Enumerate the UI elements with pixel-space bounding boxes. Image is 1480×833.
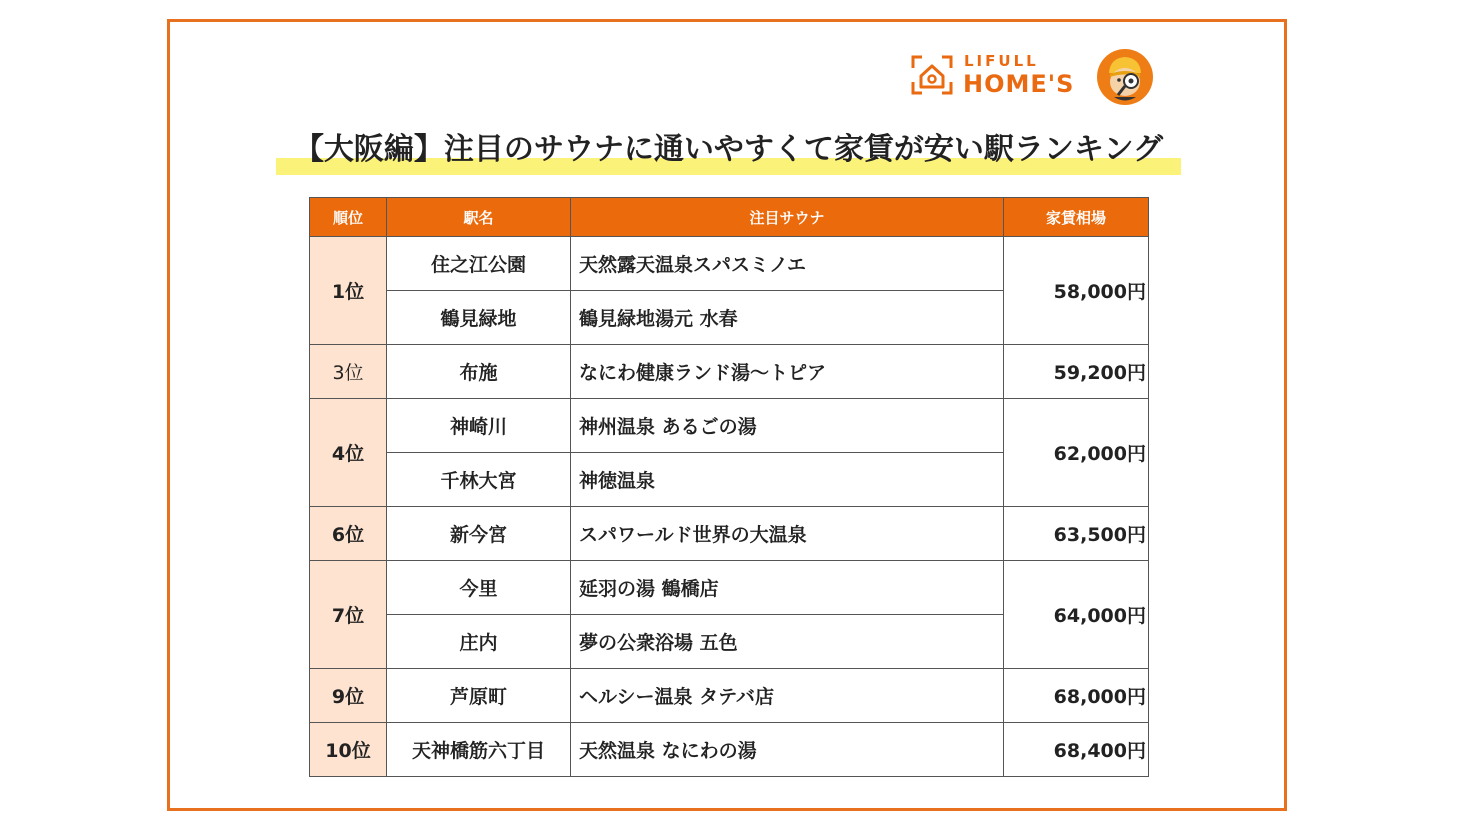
header-rent: 家賃相場: [1004, 198, 1149, 237]
station-cell: 千林大宮: [387, 453, 571, 507]
rank-cell: 3位: [310, 345, 387, 399]
title-block: [276, 128, 1181, 178]
rank-cell: 6位: [310, 507, 387, 561]
station-cell: 神崎川: [387, 399, 571, 453]
logo-text-lifull: LIFULL: [964, 52, 1039, 70]
rank-cell: 1位: [310, 237, 387, 345]
sauna-cell: スパワールド世界の大温泉: [571, 507, 1004, 561]
header-rank: 順位: [310, 198, 387, 237]
rent-cell: 68,000円: [1004, 669, 1149, 723]
rank-cell: 4位: [310, 399, 387, 507]
sauna-cell: 神徳温泉: [571, 453, 1004, 507]
header-sauna: 注目サウナ: [571, 198, 1004, 237]
table-row: [310, 669, 1149, 723]
station-cell: 庄内: [387, 615, 571, 669]
table-row: [310, 345, 1149, 399]
rank-cell: 10位: [310, 723, 387, 777]
table-row: [310, 399, 1149, 453]
mascot-icon: [1096, 48, 1154, 106]
sauna-cell: ヘルシー温泉 タテバ店: [571, 669, 1004, 723]
header-station: 駅名: [387, 198, 571, 237]
station-cell: 新今宮: [387, 507, 571, 561]
sauna-cell: 鶴見緑地湯元 水春: [571, 291, 1004, 345]
rent-cell: 58,000円: [1004, 237, 1149, 345]
table-row: [310, 723, 1149, 777]
table-row: [310, 237, 1149, 291]
rent-cell: 62,000円: [1004, 399, 1149, 507]
logo-text-homes: HOME'S: [963, 70, 1075, 98]
rent-cell: 68,400円: [1004, 723, 1149, 777]
rent-cell: 64,000円: [1004, 561, 1149, 669]
sauna-cell: 夢の公衆浴場 五色: [571, 615, 1004, 669]
sauna-cell: 天然温泉 なにわの湯: [571, 723, 1004, 777]
table-row: [310, 507, 1149, 561]
station-cell: 今里: [387, 561, 571, 615]
station-cell: 天神橋筋六丁目: [387, 723, 571, 777]
rank-cell: 7位: [310, 561, 387, 669]
station-cell: 芦原町: [387, 669, 571, 723]
station-cell: 布施: [387, 345, 571, 399]
page-title: 【大阪編】注目のサウナに通いやすくて家賃が安い駅ランキング: [293, 132, 1164, 167]
rank-cell: 9位: [310, 669, 387, 723]
station-cell: 鶴見緑地: [387, 291, 571, 345]
sauna-cell: 天然露天温泉スパスミノエ: [571, 237, 1004, 291]
table-row: [310, 561, 1149, 615]
house-logo-icon: [910, 54, 954, 96]
sauna-cell: 神州温泉 あるごの湯: [571, 399, 1004, 453]
table-header-row: [310, 198, 1149, 237]
lifull-homes-logo: [910, 48, 1155, 108]
sauna-cell: 延羽の湯 鶴橋店: [571, 561, 1004, 615]
rent-cell: 63,500円: [1004, 507, 1149, 561]
ranking-table: [309, 197, 1149, 777]
sauna-cell: なにわ健康ランド湯～トピア: [571, 345, 1004, 399]
rent-cell: 59,200円: [1004, 345, 1149, 399]
station-cell: 住之江公園: [387, 237, 571, 291]
